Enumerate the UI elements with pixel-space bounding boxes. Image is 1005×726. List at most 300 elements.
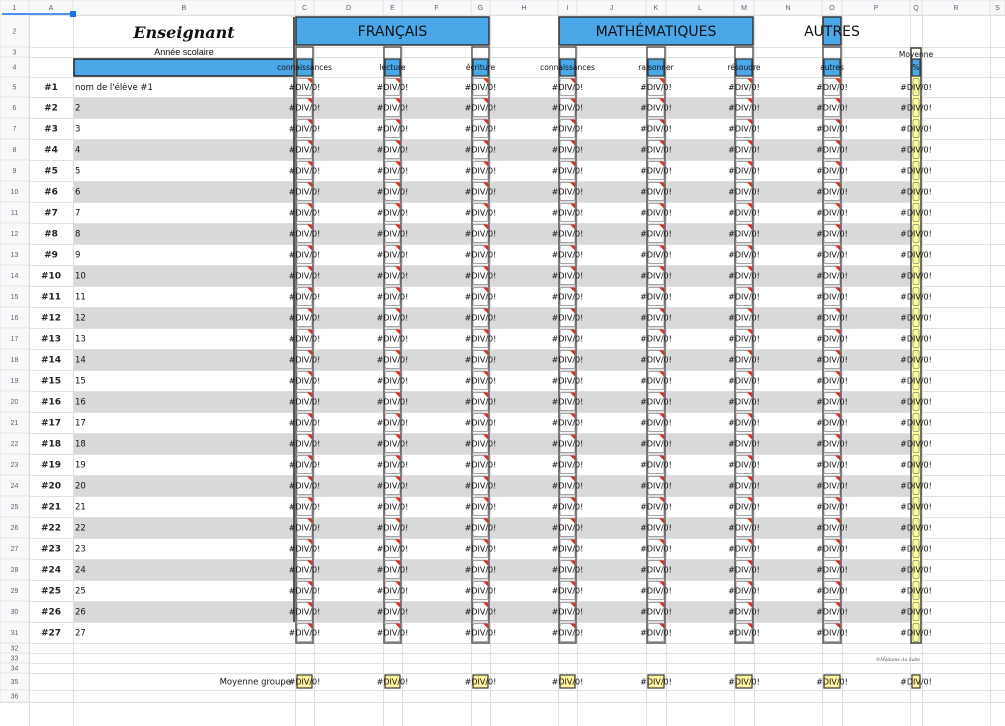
grade-value: #DIV/0! <box>376 502 409 512</box>
row-header-15[interactable] <box>0 286 29 307</box>
grade-value: #DIV/0! <box>816 145 848 155</box>
column-header-e[interactable] <box>383 0 402 15</box>
student-name[interactable]: 6 <box>75 187 81 198</box>
grade-value: #DIV/0! <box>288 187 321 197</box>
grade-value: #DIV/0! <box>288 292 321 302</box>
row-stripe <box>73 97 922 118</box>
grade-value: #DIV/0! <box>728 481 760 491</box>
row-header-33[interactable] <box>0 653 29 663</box>
grade-value: #DIV/0! <box>288 544 321 554</box>
grade-value: #DIV/0! <box>640 145 672 155</box>
grade-value: #DIV/0! <box>288 586 321 596</box>
grade-value: #DIV/0! <box>816 334 848 344</box>
row-header-3[interactable] <box>0 47 29 57</box>
row-header-label: 11 <box>10 210 19 217</box>
row-header-label: 25 <box>10 504 19 511</box>
grade-value: #DIV/0! <box>728 502 760 512</box>
grade-value: #DIV/0! <box>376 124 409 134</box>
grade-value: #DIV/0! <box>288 376 321 386</box>
grade-value: #DIV/0! <box>376 145 409 155</box>
row-header-label: 3 <box>12 49 17 57</box>
student-name[interactable]: 7 <box>75 208 81 219</box>
grade-value: #DIV/0! <box>376 628 409 638</box>
row-header-1[interactable] <box>0 0 29 15</box>
grade-value: #DIV/0! <box>728 397 760 407</box>
column-header-r[interactable] <box>922 0 990 15</box>
grade-value: #DIV/0! <box>376 166 409 176</box>
column-header-label: P <box>873 5 879 12</box>
grade-value: #DIV/0! <box>464 397 497 407</box>
student-name[interactable]: 17 <box>75 418 86 429</box>
subject-header-label: connaissances <box>540 63 595 72</box>
grade-value: #DIV/0! <box>816 544 848 554</box>
grade-value: #DIV/0! <box>640 334 672 344</box>
group-average-value: #DIV/0! <box>640 677 672 687</box>
column-header-g[interactable] <box>471 0 490 15</box>
grade-value: #DIV/0! <box>816 124 848 134</box>
average-value: #DIV/0! <box>900 355 932 365</box>
grade-value: #DIV/0! <box>288 460 321 470</box>
row-stripe <box>73 223 922 244</box>
grade-value: #DIV/0! <box>816 292 848 302</box>
grade-value: #DIV/0! <box>376 313 409 323</box>
grade-value: #DIV/0! <box>728 418 760 428</box>
student-name[interactable]: 18 <box>75 439 86 450</box>
student-number[interactable]: #19 <box>40 460 62 471</box>
average-header-percent: % <box>912 63 920 72</box>
row-header-label: 30 <box>10 609 19 616</box>
student-number[interactable]: #22 <box>40 523 62 534</box>
grade-value: #DIV/0! <box>816 502 848 512</box>
column-header-label: R <box>953 5 959 12</box>
row-header-21[interactable] <box>0 412 29 433</box>
student-name[interactable]: 11 <box>75 292 86 303</box>
column-header-label: Q <box>913 5 919 12</box>
row-header-9[interactable] <box>0 160 29 181</box>
grade-value: #DIV/0! <box>816 313 848 323</box>
subject-header-label: résoudre <box>727 63 761 72</box>
row-header-label: 2 <box>12 28 17 36</box>
grade-value: #DIV/0! <box>816 397 848 407</box>
average-value: #DIV/0! <box>900 292 932 302</box>
average-value: #DIV/0! <box>900 187 932 197</box>
row-header-label: 9 <box>12 168 17 175</box>
grade-value: #DIV/0! <box>728 355 760 365</box>
average-value: #DIV/0! <box>900 565 932 575</box>
grade-value: #DIV/0! <box>551 460 584 470</box>
average-value: #DIV/0! <box>900 460 932 470</box>
grade-value: #DIV/0! <box>816 607 848 617</box>
grade-value: #DIV/0! <box>376 523 409 533</box>
grade-value: #DIV/0! <box>376 439 409 449</box>
row-header-17[interactable] <box>0 328 29 349</box>
row-header-29[interactable] <box>0 580 29 601</box>
row-header-label: 35 <box>10 679 19 686</box>
column-header-h[interactable] <box>490 0 558 15</box>
student-number[interactable]: #5 <box>44 166 58 177</box>
grade-value: #DIV/0! <box>728 586 760 596</box>
grade-value: #DIV/0! <box>728 145 760 155</box>
student-number[interactable]: #4 <box>44 145 58 156</box>
group-average-value: #DIV/0! <box>728 677 760 687</box>
row-header-8[interactable] <box>0 139 29 160</box>
column-header-l[interactable] <box>666 0 734 15</box>
grade-value: #DIV/0! <box>464 334 497 344</box>
student-name[interactable]: 16 <box>75 397 86 408</box>
column-header-p[interactable] <box>842 0 910 15</box>
grade-value: #DIV/0! <box>640 523 672 533</box>
grade-value: #DIV/0! <box>640 565 672 575</box>
student-name[interactable]: 26 <box>75 607 86 618</box>
group-average-value: #DIV/0! <box>288 677 321 687</box>
grade-value: #DIV/0! <box>640 103 672 113</box>
grade-value: #DIV/0! <box>640 229 672 239</box>
grade-value: #DIV/0! <box>551 565 584 575</box>
student-name[interactable]: 4 <box>75 145 81 156</box>
grade-value: #DIV/0! <box>640 124 672 134</box>
row-header-20[interactable] <box>0 391 29 412</box>
teacher-title[interactable]: Enseignant <box>133 23 235 42</box>
student-name[interactable]: 14 <box>75 355 86 366</box>
grade-value: #DIV/0! <box>288 166 321 176</box>
row-header-22[interactable] <box>0 433 29 454</box>
column-header-label: D <box>345 5 352 12</box>
row-header-label: 19 <box>10 378 19 385</box>
row-header-35[interactable] <box>0 673 29 690</box>
student-name[interactable]: 9 <box>75 250 81 261</box>
grade-value: #DIV/0! <box>288 439 321 449</box>
grade-value: #DIV/0! <box>816 103 848 113</box>
grade-value: #DIV/0! <box>376 418 409 428</box>
grade-value: #DIV/0! <box>551 124 584 134</box>
grade-value: #DIV/0! <box>728 439 760 449</box>
grade-value: #DIV/0! <box>551 628 584 638</box>
grade-value: #DIV/0! <box>728 523 760 533</box>
student-name[interactable]: 8 <box>75 229 81 240</box>
selection-fill-handle[interactable] <box>70 11 76 17</box>
column-header-f[interactable] <box>402 0 471 15</box>
student-number[interactable]: #21 <box>40 502 62 513</box>
grade-value: #DIV/0! <box>464 607 497 617</box>
row-header-label: 34 <box>10 665 19 673</box>
grade-value: #DIV/0! <box>464 355 497 365</box>
student-number[interactable]: #20 <box>40 481 62 492</box>
student-number[interactable]: #11 <box>40 292 62 303</box>
row-header-label: 8 <box>12 147 17 154</box>
school-year-input[interactable] <box>74 59 294 76</box>
row-header-label: 21 <box>10 420 19 427</box>
row-header-label: 33 <box>10 655 19 663</box>
row-header-30[interactable] <box>0 601 29 622</box>
student-number[interactable]: #13 <box>40 334 62 345</box>
grade-value: #DIV/0! <box>728 565 760 575</box>
grade-value: #DIV/0! <box>640 250 672 260</box>
average-value: #DIV/0! <box>900 586 932 596</box>
row-header-label: 5 <box>12 84 17 92</box>
grade-value: #DIV/0! <box>464 565 497 575</box>
row-header-16[interactable] <box>0 307 29 328</box>
student-number[interactable]: #15 <box>40 376 62 387</box>
average-header-label[interactable]: Moyenne <box>898 50 934 59</box>
grade-value: #DIV/0! <box>376 586 409 596</box>
student-number[interactable]: #3 <box>44 124 58 135</box>
student-name[interactable]: 20 <box>75 481 86 492</box>
grade-value: #DIV/0! <box>728 313 760 323</box>
grade-value: #DIV/0! <box>816 439 848 449</box>
student-name[interactable]: 23 <box>75 544 86 555</box>
student-number[interactable]: #18 <box>40 439 62 450</box>
average-value: #DIV/0! <box>900 376 932 386</box>
row-header-12[interactable] <box>0 223 29 244</box>
grade-value: #DIV/0! <box>551 355 584 365</box>
row-stripe <box>73 181 922 202</box>
school-year-label[interactable]: Année scolaire <box>154 47 214 57</box>
grade-value: #DIV/0! <box>464 166 497 176</box>
grade-value: #DIV/0! <box>551 208 584 218</box>
column-header-label: B <box>181 5 187 12</box>
grade-value: #DIV/0! <box>816 166 848 176</box>
column-header-i[interactable] <box>558 0 577 15</box>
row-header-5[interactable] <box>0 77 29 97</box>
student-name[interactable]: 27 <box>75 628 86 639</box>
grade-value: #DIV/0! <box>551 586 584 596</box>
column-header-o[interactable] <box>822 0 842 15</box>
column-header-label: J <box>609 5 614 12</box>
grade-value: #DIV/0! <box>376 544 409 554</box>
student-number[interactable]: #16 <box>40 397 62 408</box>
group-average-value: #DIV/0! <box>376 677 409 687</box>
grade-value: #DIV/0! <box>464 544 497 554</box>
grade-value: #DIV/0! <box>376 103 409 113</box>
student-number[interactable]: #26 <box>40 607 62 618</box>
grade-value: #DIV/0! <box>728 607 760 617</box>
column-header-d[interactable] <box>314 0 383 15</box>
column-header-k[interactable] <box>646 0 666 15</box>
average-value: #DIV/0! <box>900 313 932 323</box>
grade-value: #DIV/0! <box>816 83 848 92</box>
row-header-31[interactable] <box>0 622 29 643</box>
row-header-label: 26 <box>10 525 19 532</box>
student-name[interactable]: 19 <box>75 460 86 471</box>
student-name[interactable]: 15 <box>75 376 86 387</box>
grade-value: #DIV/0! <box>728 460 760 470</box>
average-value: #DIV/0! <box>900 544 932 554</box>
grade-value: #DIV/0! <box>816 523 848 533</box>
student-number[interactable]: #2 <box>44 103 58 114</box>
student-name[interactable]: 25 <box>75 586 86 597</box>
row-header-19[interactable] <box>0 370 29 391</box>
grade-value: #DIV/0! <box>376 565 409 575</box>
row-header-label: 6 <box>12 105 17 112</box>
average-value: #DIV/0! <box>900 103 932 113</box>
grade-value: #DIV/0! <box>464 418 497 428</box>
average-value: #DIV/0! <box>900 334 932 344</box>
grade-value: #DIV/0! <box>640 313 672 323</box>
grade-value: #DIV/0! <box>640 544 672 554</box>
grade-value: #DIV/0! <box>288 313 321 323</box>
row-header-11[interactable] <box>0 202 29 223</box>
average-value: #DIV/0! <box>900 208 932 218</box>
student-name[interactable]: 2 <box>75 103 81 114</box>
average-value: #DIV/0! <box>900 83 932 92</box>
column-header-label: E <box>390 5 395 12</box>
row-header-label: 13 <box>10 252 19 259</box>
column-header-s[interactable] <box>990 0 1005 15</box>
grade-value: #DIV/0! <box>464 103 497 113</box>
average-value: #DIV/0! <box>900 439 932 449</box>
grade-value: #DIV/0! <box>464 376 497 386</box>
column-header-c[interactable] <box>295 0 314 15</box>
row-header-label: 22 <box>10 441 19 448</box>
column-header-label: A <box>48 5 54 12</box>
grade-value: #DIV/0! <box>464 124 497 134</box>
column-header-label: O <box>829 5 835 12</box>
student-name[interactable]: 10 <box>75 271 86 282</box>
grade-value: #DIV/0! <box>728 83 760 92</box>
student-name[interactable]: 21 <box>75 502 86 513</box>
grade-value: #DIV/0! <box>551 376 584 386</box>
row-header-27[interactable] <box>0 538 29 559</box>
student-number[interactable]: #12 <box>40 313 62 324</box>
student-number[interactable]: #17 <box>40 418 62 429</box>
row-header-14[interactable] <box>0 265 29 286</box>
grade-value: #DIV/0! <box>640 586 672 596</box>
grade-value: #DIV/0! <box>376 334 409 344</box>
student-name[interactable]: 12 <box>75 313 86 324</box>
student-number[interactable]: #23 <box>40 544 62 555</box>
row-header-label: 36 <box>10 693 19 701</box>
column-header-label: C <box>301 5 308 12</box>
grade-value: #DIV/0! <box>551 502 584 512</box>
grade-value: #DIV/0! <box>288 565 321 575</box>
grade-value: #DIV/0! <box>376 83 409 92</box>
row-header-32[interactable] <box>0 643 29 653</box>
grade-value: #DIV/0! <box>551 292 584 302</box>
average-value: #DIV/0! <box>900 397 932 407</box>
grade-value: #DIV/0! <box>728 292 760 302</box>
grade-value: #DIV/0! <box>376 607 409 617</box>
student-name[interactable]: nom de l'élève #1 <box>75 83 153 93</box>
average-value: #DIV/0! <box>900 523 932 533</box>
row-header-26[interactable] <box>0 517 29 538</box>
grade-value: #DIV/0! <box>551 250 584 260</box>
subject-header-label: écriture <box>465 63 496 72</box>
grade-value: #DIV/0! <box>816 586 848 596</box>
row-stripe <box>73 349 922 370</box>
subject-header-label: raisonner <box>638 63 674 72</box>
column-header-a[interactable] <box>29 0 73 15</box>
grade-value: #DIV/0! <box>640 355 672 365</box>
column-header-label: G <box>477 5 484 12</box>
student-number[interactable]: #10 <box>40 271 62 282</box>
grade-value: #DIV/0! <box>551 481 584 491</box>
student-number[interactable]: #25 <box>40 586 62 597</box>
average-value: #DIV/0! <box>900 250 932 260</box>
row-header-10[interactable] <box>0 181 29 202</box>
student-name[interactable]: 24 <box>75 565 86 576</box>
grade-value: #DIV/0! <box>464 271 497 281</box>
row-header-label: 20 <box>10 399 19 406</box>
student-number[interactable]: #14 <box>40 355 62 366</box>
row-header-28[interactable] <box>0 559 29 580</box>
grade-value: #DIV/0! <box>640 292 672 302</box>
grade-value: #DIV/0! <box>551 145 584 155</box>
row-header-6[interactable] <box>0 97 29 118</box>
column-header-m[interactable] <box>734 0 754 15</box>
student-name[interactable]: 5 <box>75 166 81 177</box>
grade-value: #DIV/0! <box>640 187 672 197</box>
column-header-q[interactable] <box>910 0 922 15</box>
row-header-4[interactable] <box>0 57 29 77</box>
column-header-j[interactable] <box>577 0 646 15</box>
grade-value: #DIV/0! <box>288 103 321 113</box>
grade-value: #DIV/0! <box>288 83 321 92</box>
grade-value: #DIV/0! <box>816 208 848 218</box>
column-header-label: N <box>785 5 791 12</box>
grade-value: #DIV/0! <box>551 397 584 407</box>
row-header-label: 31 <box>10 630 19 637</box>
average-value: #DIV/0! <box>900 229 932 239</box>
grade-value: #DIV/0! <box>464 502 497 512</box>
row-header-2[interactable] <box>0 15 29 47</box>
average-value: #DIV/0! <box>900 607 932 617</box>
student-name[interactable]: 13 <box>75 334 86 345</box>
column-header-b[interactable] <box>73 0 295 15</box>
grade-value: #DIV/0! <box>816 565 848 575</box>
grade-value: #DIV/0! <box>640 628 672 638</box>
row-stripe <box>73 559 922 580</box>
group-title: FRANÇAIS <box>357 24 428 40</box>
row-header-36[interactable] <box>0 690 29 702</box>
column-header-label: F <box>434 5 439 12</box>
row-header-7[interactable] <box>0 118 29 139</box>
row-header-34[interactable] <box>0 663 29 673</box>
grade-value: #DIV/0! <box>728 103 760 113</box>
grade-value: #DIV/0! <box>464 250 497 260</box>
student-number[interactable]: #6 <box>44 187 58 198</box>
student-number[interactable]: #9 <box>44 250 58 261</box>
grade-value: #DIV/0! <box>816 460 848 470</box>
grade-value: #DIV/0! <box>551 418 584 428</box>
student-number[interactable]: #24 <box>40 565 62 576</box>
row-header-25[interactable] <box>0 496 29 517</box>
row-header-23[interactable] <box>0 454 29 475</box>
row-header-13[interactable] <box>0 244 29 265</box>
grade-value: #DIV/0! <box>816 628 848 638</box>
group-average-label[interactable]: Moyenne groupe <box>219 677 291 688</box>
student-name[interactable]: 3 <box>75 124 81 135</box>
grade-value: #DIV/0! <box>288 502 321 512</box>
grade-value: #DIV/0! <box>816 355 848 365</box>
grade-value: #DIV/0! <box>288 397 321 407</box>
row-stripe <box>73 391 922 412</box>
row-header-24[interactable] <box>0 475 29 496</box>
average-value: #DIV/0! <box>900 628 932 638</box>
grade-value: #DIV/0! <box>551 103 584 113</box>
student-number[interactable]: #27 <box>40 628 62 639</box>
column-header-n[interactable] <box>754 0 822 15</box>
group-average-value: #DIV/0! <box>900 677 932 687</box>
row-header-18[interactable] <box>0 349 29 370</box>
row-header-label: 12 <box>10 231 19 238</box>
grade-value: #DIV/0! <box>551 607 584 617</box>
student-number[interactable]: #1 <box>44 83 58 93</box>
student-number[interactable]: #8 <box>44 229 58 240</box>
group-title: MATHÉMATIQUES <box>595 24 717 40</box>
student-name[interactable]: 22 <box>75 523 86 534</box>
student-number[interactable]: #7 <box>44 208 58 219</box>
grade-value: #DIV/0! <box>376 208 409 218</box>
